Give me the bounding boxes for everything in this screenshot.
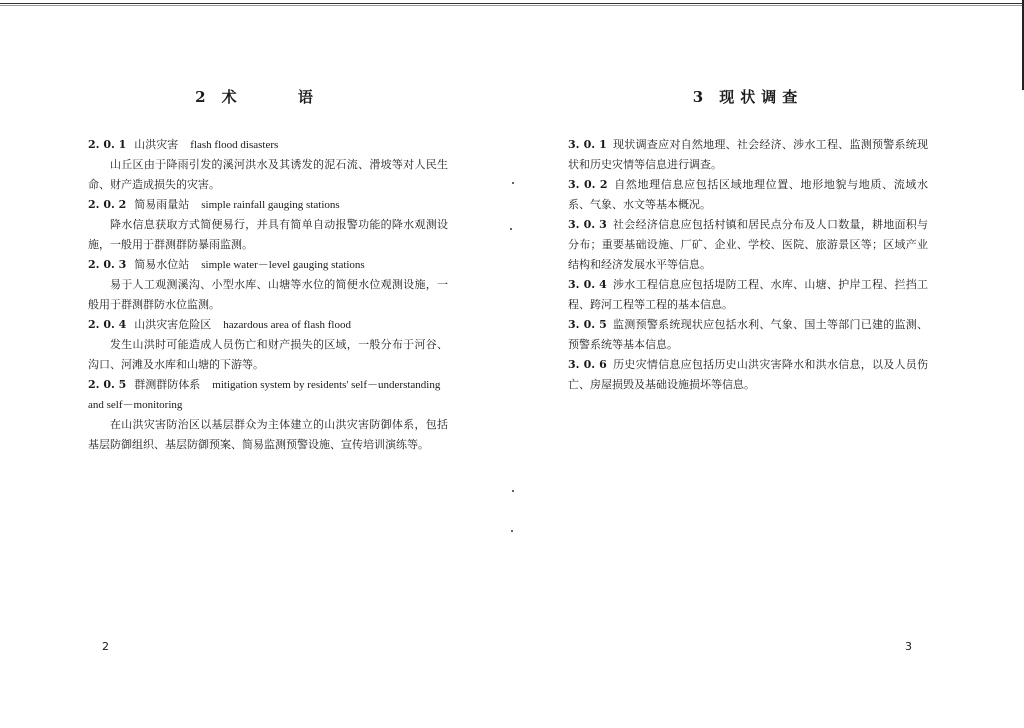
term-heading [88, 135, 448, 155]
term-en: simple rainfall gauging stations [201, 199, 340, 211]
scan-speck [512, 490, 514, 492]
chapter-number: 2 [195, 88, 208, 106]
term-en: flash flood disasters [190, 139, 279, 151]
clause [568, 135, 928, 175]
term-en: hazardous area of flash flood [223, 319, 351, 331]
term-cn: 简易水位站 [134, 258, 190, 271]
term-cn: 简易雨量站 [134, 198, 190, 211]
clause [568, 275, 928, 315]
clause [568, 355, 928, 395]
chapter-number: 3 [692, 88, 706, 106]
page-number: 3 [905, 640, 912, 653]
survey-section [568, 135, 928, 395]
scan-corner-mark [992, 0, 1024, 90]
scan-speck [512, 182, 514, 184]
clause-code: 3. 0. 1 [568, 138, 607, 151]
clause-code: 3. 0. 6 [568, 358, 607, 371]
term-code: 2. 0. 4 [88, 318, 127, 331]
page-number: 2 [102, 640, 109, 653]
term-heading [88, 255, 448, 275]
chapter-title: 术 语 [221, 88, 341, 106]
clause-text: 涉水工程信息应包括堤防工程、水库、山塘、护岸工程、拦挡工程、跨河工程等工程的基本信息。 [568, 278, 928, 311]
term-code: 2. 0. 2 [88, 198, 127, 211]
chapter-title: 现状调查 [719, 88, 804, 106]
term-cn: 山洪灾害 [134, 138, 179, 151]
left-page [88, 0, 448, 728]
clause [568, 215, 928, 275]
term-heading [88, 315, 448, 335]
term-heading [88, 375, 448, 415]
clause-text: 历史灾情信息应包括历史山洪灾害降水和洪水信息，以及人员伤亡、房屋损毁及基础设施损坏等信息。 [568, 358, 928, 391]
term-definition: 山丘区由于降雨引发的溪河洪水及其诱发的泥石流、滑坡等对人民生命、财产造成损失的灾害。 [88, 158, 448, 191]
clause [568, 175, 928, 215]
clause-text: 现状调查应对自然地理、社会经济、涉水工程、监测预警系统现状和历史灾情等信息进行调查。 [568, 138, 928, 171]
term-definition: 降水信息获取方式简便易行，并具有简单自动报警功能的降水观测设施，一般用于群测群防暴雨监测。 [88, 218, 448, 251]
term-en: mitigation system by residents' self－understanding and self－monitoring [88, 379, 441, 411]
term-code: 2. 0. 5 [88, 378, 127, 391]
term-en: simple water－level gauging stations [201, 259, 365, 271]
clause-code: 3. 0. 5 [568, 318, 607, 331]
term-code: 2. 0. 1 [88, 138, 127, 151]
term-definition: 发生山洪时可能造成人员伤亡和财产损失的区域，一般分布于河谷、沟口、河滩及水库和山塘的下游等。 [88, 338, 448, 371]
clause-code: 3. 0. 4 [568, 278, 607, 291]
term-cn: 山洪灾害危险区 [134, 318, 212, 331]
clause [568, 315, 928, 355]
scan-speck [511, 530, 513, 532]
scan-speck [510, 228, 512, 230]
term-definition: 易于人工观测溪沟、小型水库、山塘等水位的简便水位观测设施，一般用于群测群防水位监测。 [88, 278, 448, 311]
clause-text: 监测预警系统现状应包括水利、气象、国土等部门已建的监测、预警系统等基本信息。 [568, 318, 928, 351]
terms-section [88, 135, 448, 455]
chapter-heading [88, 86, 448, 107]
clause-code: 3. 0. 2 [568, 178, 608, 191]
term-cn: 群测群防体系 [134, 378, 201, 391]
chapter-heading [568, 86, 928, 107]
clause-text: 自然地理信息应包括区域地理位置、地形地貌与地质、流域水系、气象、水文等基本概况。 [568, 178, 929, 211]
term-definition: 在山洪灾害防治区以基层群众为主体建立的山洪灾害防御体系，包括基层防御组织、基层防御预案、简易监测预警设施、宣传培训演练等。 [88, 418, 448, 451]
right-page [568, 0, 928, 728]
term-heading [88, 195, 448, 215]
term-code: 2. 0. 3 [88, 258, 127, 271]
clause-code: 3. 0. 3 [568, 218, 607, 231]
clause-text: 社会经济信息应包括村镇和居民点分布及人口数量，耕地面积与分布；重要基础设施、厂矿、企业、学校、医院、旅游景区等；区域产业结构和经济发展水平等信息。 [568, 218, 928, 271]
